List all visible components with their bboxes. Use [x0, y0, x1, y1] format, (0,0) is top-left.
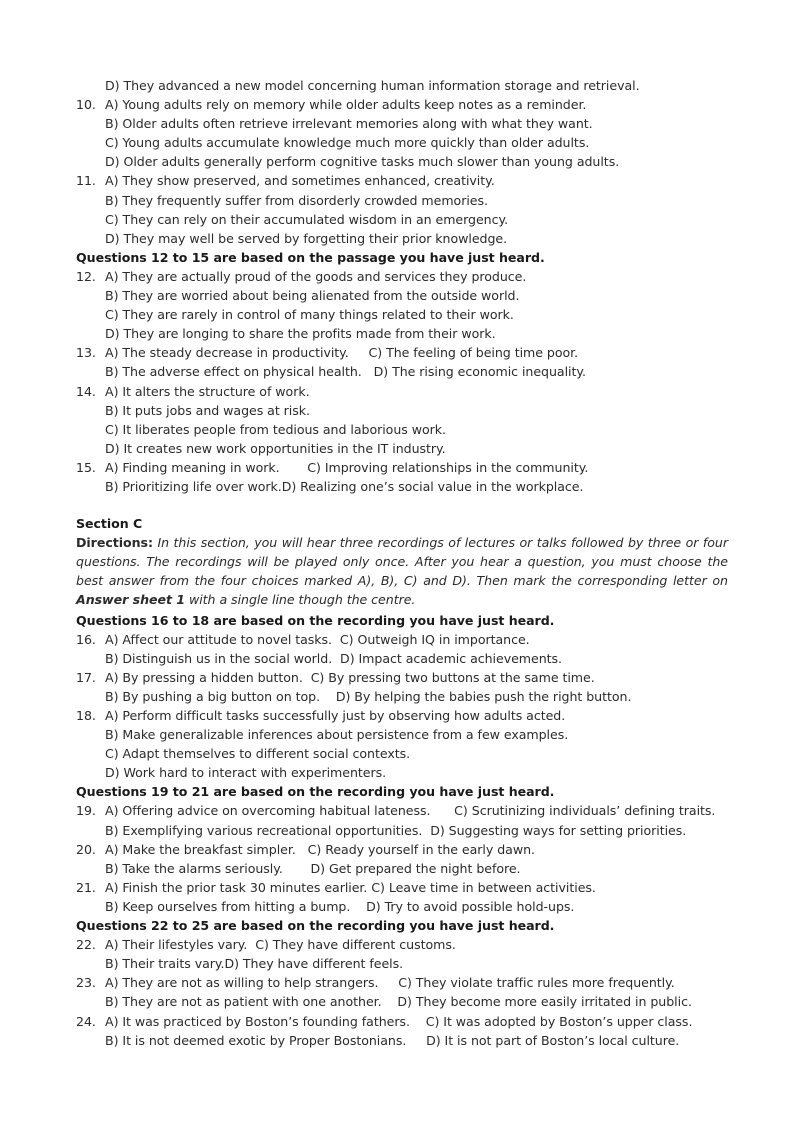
options-15-ac: A) Finding meaning in work. C) Improving relationships in the community.: [105, 459, 589, 475]
heading-questions-12-15: Questions 12 to 15 are based on the passage you have just heard.: [76, 249, 545, 265]
option-10d: D) Older adults generally perform cognitive tasks much slower than young adults.: [105, 154, 620, 170]
question-number: 17.: [76, 669, 96, 685]
question-number: 23.: [76, 975, 96, 991]
question-number: 21.: [76, 879, 96, 895]
directions-tail: with a single line though the centre.: [188, 592, 416, 608]
question-number: 22.: [76, 937, 96, 953]
options-17-bd: B) By pushing a big button on top. D) By helping the babies push the right button.: [105, 688, 632, 704]
options-16-bd: B) Distinguish us in the social world. D) Impact academic achievements.: [105, 650, 562, 666]
question-21: [76, 878, 728, 897]
question-number: 13.: [76, 345, 96, 361]
question-number: 11.: [76, 173, 96, 189]
answer-sheet-label: Answer sheet 1: [76, 592, 185, 608]
options-19-bd: B) Exemplifying various recreational opportunities. D) Suggesting ways for setting priorities.: [105, 822, 687, 838]
question-number: 18.: [76, 708, 96, 723]
question-number: 15.: [76, 459, 96, 475]
question-number: 20.: [76, 841, 96, 857]
options-23-ac: A) They are not as willing to help strangers. C) They violate traffic rules more frequently.: [105, 975, 675, 991]
directions-text: In this section, you will hear three recordings of lectures or talks followed by three or four questions. The recordings will be played only once. After you hear a question, you must choose the best answer from the four choices marked A), B), C) and D). Then mark the corresponding letter on: [76, 535, 728, 589]
question-number: 14.: [76, 383, 96, 399]
options-24-bd: B) It is not deemed exotic by Proper Bostonians. D) It is not part of Boston’s local culture.: [105, 1032, 680, 1048]
option-10a: A) Young adults rely on memory while older adults keep notes as a reminder.: [105, 97, 587, 113]
question-number: 16.: [76, 631, 96, 647]
options-20-ac: A) Make the breakfast simpler. C) Ready yourself in the early dawn.: [105, 841, 535, 857]
option-14a: A) It alters the structure of work.: [105, 383, 310, 399]
option-14b: B) It puts jobs and wages at risk.: [105, 402, 310, 418]
question-18: [76, 706, 728, 725]
question-number: 19.: [76, 803, 96, 819]
question-19: [76, 801, 728, 820]
options-16-ac: A) Affect our attitude to novel tasks. C) Outweigh IQ in importance.: [105, 631, 530, 647]
question-13: [76, 343, 728, 362]
question-14: [76, 382, 728, 401]
options-19-ac: A) Offering advice on overcoming habitual lateness. C) Scrutinizing individuals’ defining traits.: [105, 803, 716, 819]
question-12: [76, 267, 728, 286]
options-22-bd: B) Their traits vary.D) They have different feels.: [105, 956, 404, 972]
question-11: [76, 171, 728, 190]
question-17: [76, 668, 728, 687]
option-12a: A) They are actually proud of the goods and services they produce.: [105, 268, 527, 284]
options-21-ac: A) Finish the prior task 30 minutes earlier. C) Leave time in between activities.: [105, 879, 596, 895]
options-21-bd: B) Keep ourselves from hitting a bump. D) Try to avoid possible hold-ups.: [105, 898, 575, 914]
option-18d: D) Work hard to interact with experimenters.: [105, 765, 387, 781]
option-12d: D) They are longing to share the profits made from their work.: [105, 326, 496, 342]
option-10b: B) Older adults often retrieve irrelevant memories along with what they want.: [105, 116, 593, 132]
option-11b: B) They frequently suffer from disorderly crowded memories.: [105, 192, 488, 208]
option-9d: D) They advanced a new model concerning human information storage and retrieval.: [105, 78, 640, 93]
directions-label: Directions:: [76, 535, 153, 551]
options-15-bd: B) Prioritizing life over work.D) Realizing one’s social value in the workplace.: [105, 478, 584, 494]
option-10c: C) Young adults accumulate knowledge much more quickly than older adults.: [105, 135, 590, 151]
option-12c: C) They are rarely in control of many things related to their work.: [105, 307, 514, 323]
options-23-bd: B) They are not as patient with one another. D) They become more easily irritated in public.: [105, 994, 692, 1010]
question-22: [76, 935, 728, 954]
option-18c: C) Adapt themselves to different social contexts.: [105, 746, 411, 762]
heading-questions-16-18: Questions 16 to 18 are based on the recording you have just heard.: [76, 612, 555, 628]
options-13-bd: B) The adverse effect on physical health. D) The rising economic inequality.: [105, 364, 586, 380]
options-13-ac: A) The steady decrease in productivity. C) The feeling of being time poor.: [105, 345, 579, 361]
option-11c: C) They can rely on their accumulated wisdom in an emergency.: [105, 211, 509, 227]
heading-questions-22-25: Questions 22 to 25 are based on the recording you have just heard.: [76, 918, 555, 934]
heading-questions-19-21: Questions 19 to 21 are based on the recording you have just heard.: [76, 784, 555, 800]
option-14c: C) It liberates people from tedious and laborious work.: [105, 421, 446, 437]
option-11d: D) They may well be served by forgetting their prior knowledge.: [105, 230, 508, 246]
question-24: [76, 1012, 728, 1031]
option-18a: A) Perform difficult tasks successfully just by observing how adults acted.: [105, 708, 566, 723]
option-14d: D) It creates new work opportunities in the IT industry.: [105, 440, 446, 456]
exam-page: [76, 76, 728, 1050]
question-23: [76, 973, 728, 992]
option-11a: A) They show preserved, and sometimes enhanced, creativity.: [105, 173, 495, 189]
question-10: [76, 95, 728, 114]
question-15: [76, 458, 728, 477]
question-number: 10.: [76, 97, 96, 113]
option-12b: B) They are worried about being alienated from the outside world.: [105, 288, 520, 304]
question-16: [76, 630, 728, 649]
question-number: 24.: [76, 1013, 96, 1029]
section-c-title: Section C: [76, 516, 143, 532]
question-number: 12.: [76, 268, 96, 284]
spacer: [76, 496, 728, 514]
options-22-ac: A) Their lifestyles vary. C) They have different customs.: [105, 937, 456, 953]
options-17-ac: A) By pressing a hidden button. C) By pressing two buttons at the same time.: [105, 669, 595, 685]
question-20: [76, 840, 728, 859]
options-20-bd: B) Take the alarms seriously. D) Get prepared the night before.: [105, 860, 521, 876]
options-24-ac: A) It was practiced by Boston’s founding fathers. C) It was adopted by Boston’s upper class.: [105, 1013, 693, 1029]
option-18b: B) Make generalizable inferences about persistence from a few examples.: [105, 727, 569, 743]
section-c-directions: [76, 533, 728, 609]
